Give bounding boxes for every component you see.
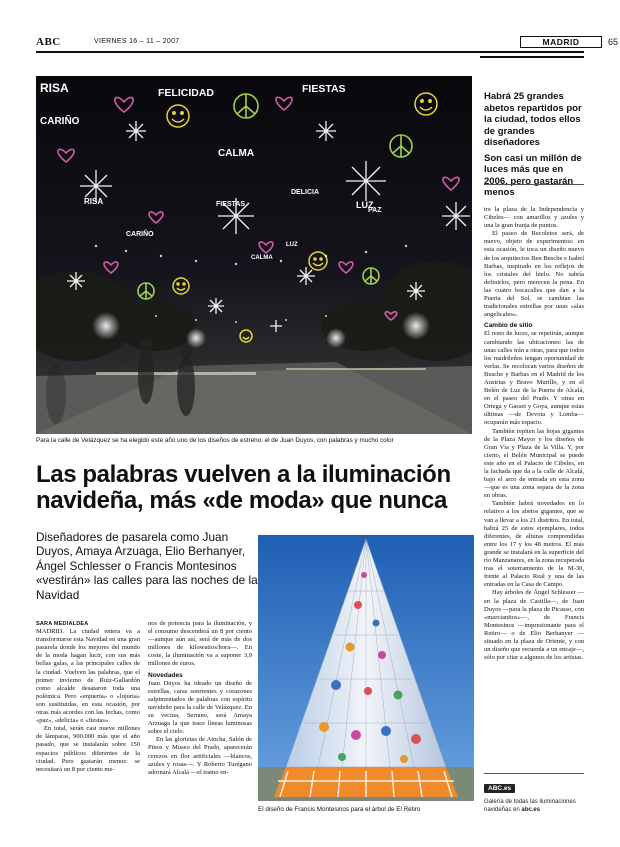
light-word: LUZ <box>356 200 374 210</box>
paragraph: También habrá novedades en lo relativo a los abetos gigantes, que se van a llevar a los 21 distritos. En total, habrá 25 de estos ejemplares, todos diferentes, de alturas comprendidas entre los 17 y los 48 metros. El más grande se instalará en la superficie del río Manzanares, en la zona recuperada tras el soterramiento de la M-30, frente al Palacio Real y una de las entradas en la Casa de Campo. <box>484 500 584 589</box>
page-header <box>36 36 619 50</box>
paragraph: Hay árboles de Ángel Schlesser —en la plaza de Castilla—, de Juan Duyos —para la plaza de Picasso, con «marcianitos»—, de Francis Montesinos —impresionante para el Retiro— o de Elio Berhanyer —situado en la plaza de Oriente, y con un diseño que recuerda a un encaje—, sólo por citar a algunos de los artistas. <box>484 589 584 662</box>
main-photo-caption: Para la calle de Velázquez se ha elegido este año uno de los diseños de estreno: el de Juan Duyos, con palabras y mucho color <box>36 437 394 444</box>
sidebar-top-rule <box>480 56 584 58</box>
paragraph: Juan Duyos ha ideado un diseño de estrellas, caras sonrientes y corazones salpimentados de palabras con espíritu navideño para la calle de Velázquez. En su vecina, Serrano, será Amaya Arzuaga la que trace líneas luminosas sobre el cielo. <box>148 679 252 736</box>
section-label: MADRID <box>520 36 602 48</box>
article-headline: Las palabras vuelven a la iluminación navideña, más «de moda» que nunca <box>36 461 451 514</box>
light-word: DELICIA <box>291 189 319 196</box>
web-divider <box>484 773 584 774</box>
highlight-1: Habrá 25 grandes abetos repartidos por la ciudad, todos ellos de grandes diseñadores <box>484 91 582 148</box>
tree-photo-caption: El diseño de Francis Montesinos para el árbol de El Retiro <box>258 806 421 813</box>
paragraph: También repiten las hojas gigantes de la Plaza Mayor y los diseños de Gran Vía y Plaza de la Villa. Y, por cierto, el Belén Municipal se puede este año en el Palacio de Cibeles, en la fachada que da a la calle de Alcalá, bajo el arco de entrada en esta zona —que es una zona separa de la zona en obras. <box>484 427 584 500</box>
light-word: RISA <box>84 197 104 206</box>
paragraph: nos de potencia para la iluminación, y el consumo descenderá un 8 por ciento —aunque aún así, será de más de dos millones de kilowatios/hora—. En coste, la iluminación va a suponer 3,9 millones de euros. <box>148 620 252 668</box>
light-word: FIESTAS <box>216 201 246 208</box>
light-word: LUZ <box>286 242 298 248</box>
main-photo <box>36 76 472 434</box>
right-column-text <box>484 206 584 756</box>
web-text-prefix: Galería de todas las iluminaciones navideñas en <box>484 799 576 813</box>
light-word: FELICIDAD <box>158 87 214 99</box>
abc-es-badge[interactable]: ABC.es <box>484 784 515 793</box>
light-word: CALMA <box>218 148 255 159</box>
subheading-novedades: Novedades <box>148 671 183 679</box>
christmas-lights-street-image <box>36 76 472 434</box>
tree-photo <box>258 535 474 801</box>
byline: SARA MEDIALDEA <box>36 621 89 627</box>
subheading-cambio: Cambio de sitio <box>484 322 533 330</box>
column-a-text <box>36 620 140 818</box>
light-word: CARIÑO <box>40 116 80 127</box>
paragraph: En total, serán casi nueve millones de lámparas, 900.000 más que el año pasado, que se instalarán sobre 150 espacios públicos diferentes de la ciudad. Pero gastarán menos: se necesitará un 8 por ciento me- <box>36 725 140 773</box>
light-word: CALMA <box>251 255 273 261</box>
light-word: PAZ <box>368 207 382 214</box>
header-rule <box>36 51 584 53</box>
sidebar-divider <box>484 184 584 185</box>
light-word: FIESTAS <box>302 83 346 95</box>
light-word: CARIÑO <box>126 231 154 238</box>
column-b-text <box>148 620 252 818</box>
paragraph: El paseo de Recoletos será, de nuevo, objeto de experimentos: en esta ocasión, le toca un diseño nuevo de los arquitectos Ben Busche e Isabel Barbas, inspirado en los reflejos de los cristales del hielo. No sabría definirlos, pero merecen la pena. En las cuatro bocacalles que dan a la Puerta del Sol, se cambian las tradicionales estrellas por unas «alas angelicales». <box>484 230 584 319</box>
paragraph: En las glorietas de Atocha, Salón de Pinos y Museo del Prado, aparecerán cerezos en flor artificiales —blancos, azules y rosas—. Y Roberto Turégano adornará Alcalá —el tramo en- <box>148 736 252 776</box>
page-number: 65 <box>608 37 619 47</box>
paragraph: El resto de luces, se repetirán, aunque cambiando las ubicaciones: las de unas calles irán a otras, para que todos los madrileños tengan oportunidad de verlas. Se recolocan varios diseños de Busche y Barbas en el Madrid de los Austrias y Bravo Murillo, y en el Belén de Luz de la Puerta de Alcalá, en el paseo del Prado. Y otras en Ortega y Gasset y Goya, aunque estas últimas —de Devota y Lomba— ocuparán más espacio. <box>484 330 584 427</box>
christmas-tree-image <box>258 535 474 801</box>
light-word: RISA <box>40 81 69 95</box>
newspaper-logo: ABC <box>36 36 61 48</box>
web-reference <box>484 777 584 814</box>
sidebar-highlights <box>484 91 584 203</box>
paragraph: MADRID. La ciudad entera va a transformarse esta Navidad en una gran pasarela donde los mejores del mundo de la moda hagan lucir, con sus más bellas galas, a las principales calles de la ciudad. Vuelven las palabras, que el primer invierno de Ruiz-Gallardón como alcalde desataron toda una polémica. Pero «enjuerta» o «lujuria» son sustituidas, en esta ocasión, por otras más acordes con las fechas, como «paz», «delicia» o «fiestas». <box>36 628 140 725</box>
highlight-2: Son casi un millón de luces más que en 2006, pero gastarán menos <box>484 152 582 198</box>
web-reference-text <box>484 798 584 814</box>
paragraph: tre la plaza de la Independencia y Cibeles— con amarillos y azules y una la gran franja de puntos. <box>484 206 584 230</box>
article-deck: Diseñadores de pasarela como Juan Duyos, Amaya Arzuaga, Elio Berhanyer, Ángel Schlesser o Francis Montesinos «vestirán» las calles para las noches de la Navidad <box>36 530 258 602</box>
web-link[interactable]: abc.es <box>521 807 541 813</box>
issue-date: VIERNES 16 – 11 – 2007 <box>94 38 180 45</box>
